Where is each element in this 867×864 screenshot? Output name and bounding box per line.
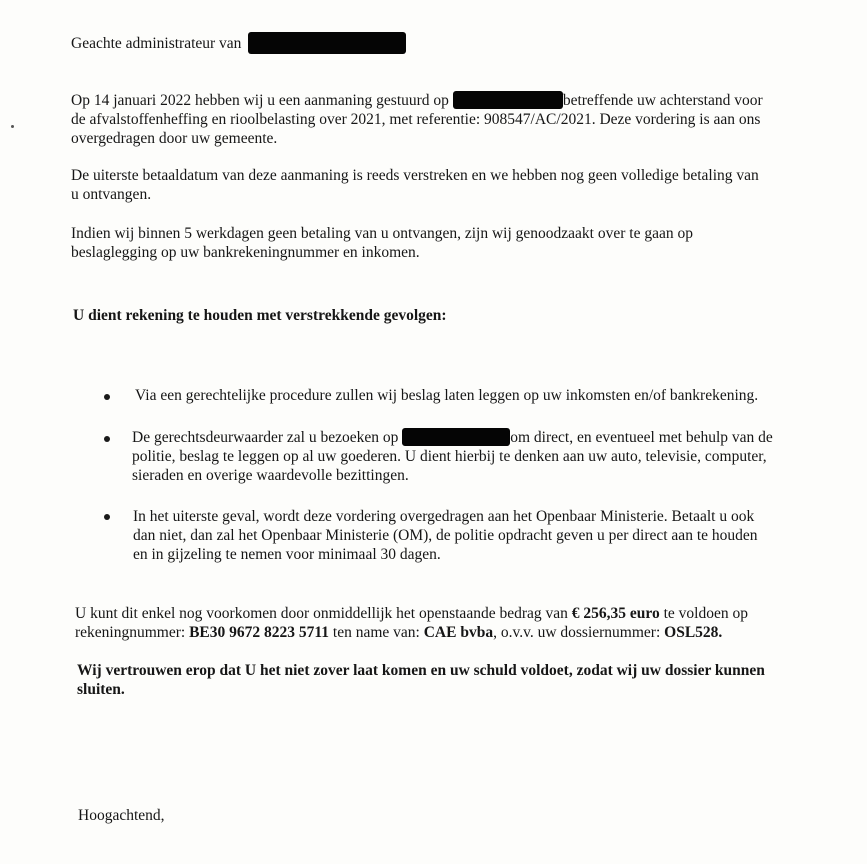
redaction-bar (248, 32, 406, 54)
p3-line2: beslaglegging op uw bankrekeningnummer en inkomen. (71, 244, 420, 261)
p1-line1-text: Op 14 januari 2022 hebben wij u een aanmaning gestuurd op (71, 92, 449, 109)
redaction-bar (453, 91, 563, 109)
bullet-dot (104, 436, 110, 442)
b2-line3: sieraden en overige waardevolle bezittingen. (132, 467, 409, 484)
b3-line1: In het uiterste geval, wordt deze vordering overgedragen aan het Openbaar Ministerie. Betaalt u ook (133, 508, 755, 525)
b2-line2: politie, beslag te leggen op al uw goederen. U dient hierbij te denken aan uw auto, televisie, computer, (132, 448, 767, 465)
paragraph-payment (75, 604, 748, 642)
closing-line1: Wij vertrouwen erop dat U het niet zover laat komen en uw schuld voldoet, zodat wij uw dossier kunnen (77, 662, 765, 679)
bullet-1-text: Via een gerechtelijke procedure zullen wij beslag laten leggen op uw inkomsten en/of bankrekening. (135, 387, 759, 404)
bullet-dot (104, 514, 110, 520)
signoff: Hoogachtend, (78, 807, 165, 824)
p1-line1-text-end: betreffende uw achterstand voor (562, 92, 763, 109)
payment-text: , o.v.v. uw dossiernummer: (493, 624, 665, 641)
bullet-3-text (133, 507, 758, 564)
paragraph-closing (77, 661, 765, 699)
payment-payee: CAE bvba (423, 624, 494, 641)
salutation-line (71, 32, 406, 54)
payment-amount: € 256,35 euro (571, 605, 660, 622)
consequences-heading: U dient rekening te houden met verstrekkende gevolgen: (73, 307, 447, 324)
payment-text: ten name van: (329, 624, 424, 641)
paragraph-due-date (71, 166, 759, 204)
redaction-bar (402, 428, 510, 446)
payment-text: U kunt dit enkel nog voorkomen door onmiddellijk het openstaande bedrag van (75, 605, 572, 622)
p1-line3: overgedragen door uw gemeente. (71, 130, 278, 147)
bullet-2-text (132, 428, 773, 485)
payment-text: rekeningnummer: (75, 624, 190, 641)
closing-line2: sluiten. (77, 681, 125, 698)
p2-line2: u ontvangen. (71, 186, 152, 203)
paragraph-reminder (71, 91, 763, 148)
b3-line2: dan niet, dan zal het Openbaar Ministerie (OM), de politie opdracht geven u per direct aan te houden (133, 527, 758, 544)
p2-line1: De uiterste betaaldatum van deze aanmaning is reeds verstreken en we hebben nog geen volledige betaling van (71, 167, 759, 184)
b2-line1-text: De gerechtsdeurwaarder zal u bezoeken op (132, 429, 399, 446)
b3-line3: en in gijzeling te nemen voor minimaal 30 dagen. (133, 546, 441, 563)
bullet-dot (104, 394, 110, 400)
payment-dossier-number: OSL528. (664, 624, 723, 641)
paragraph-seizure-warning (71, 224, 693, 262)
scan-speck (11, 125, 14, 128)
p3-line1: Indien wij binnen 5 werkdagen geen betaling van u ontvangen, zijn wij genoodzaakt over te gaan op (71, 225, 693, 242)
payment-text: te voldoen op (659, 605, 748, 622)
b2-line1-text-end: om direct, en eventueel met behulp van de (510, 429, 773, 446)
p1-line2: de afvalstoffenheffing en rioolbelasting over 2021, met referentie: 908547/AC/2021. Deze vordering is aan ons (71, 111, 761, 128)
payment-iban: BE30 9672 8223 5711 (189, 624, 330, 641)
salutation-text: Geachte administrateur van (71, 35, 242, 52)
